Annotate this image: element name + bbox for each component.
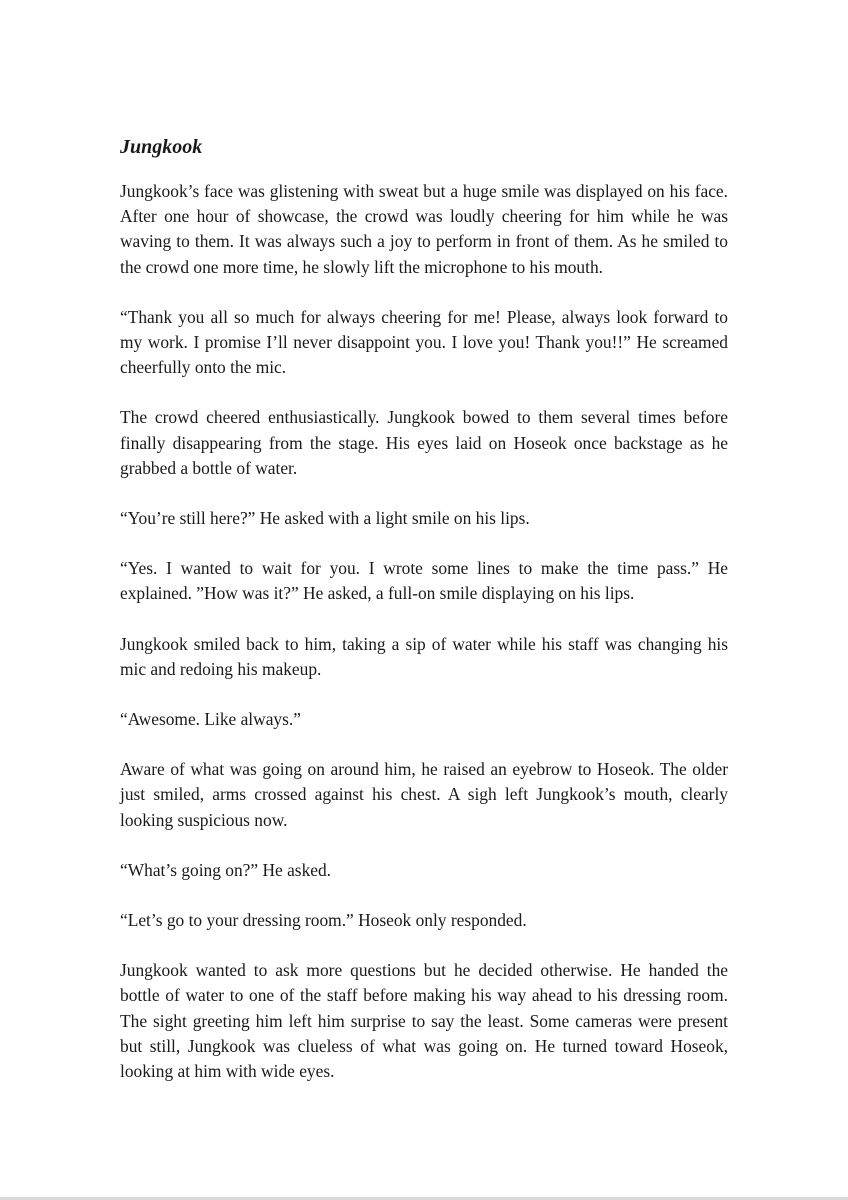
paragraph-7: “Awesome. Like always.” (120, 709, 301, 730)
paragraph-4: “You’re still here?” He asked with a light smile on his lips. (120, 508, 530, 529)
paragraph-9: “What’s going on?” He asked. (120, 859, 332, 880)
paragraph-1: Jungkook’s face was glistening with sweat but a huge smile was displayed on his face. After one hour of showcase, the crowd was loudly cheering for him while he was waving to them. It was always such a joy to perform in front of them. As he smiled to the crowd one more time, he slowly lift the microphone to his mouth. (120, 181, 728, 277)
chapter-title: Jungkook (120, 136, 203, 158)
paragraph-5: “Yes. I wanted to wait for you. I wrote some lines to make the time pass.” He explained. ”How was it?” He asked, a full-on smile displaying on his lips. (120, 558, 728, 604)
paragraph-10: “Let’s go to your dressing room.” Hoseok only responded. (120, 910, 527, 931)
paragraph-2: “Thank you all so much for always cheering for me! Please, always look forward to my work. I promise I’ll never disappoint you. I love you! Thank you!!” He screamed cheerfully onto the mic. (120, 306, 728, 378)
paragraph-8: Aware of what was going on around him, he raised an eyebrow to Hoseok. The older just smiled, arms crossed against his chest. A sigh left Jungkook’s mouth, clearly looking suspicious now. (120, 759, 728, 830)
paragraph-6: Jungkook smiled back to him, taking a sip of water while his staff was changing his mic and redoing his makeup. (120, 633, 728, 679)
paragraph-3: The crowd cheered enthusiastically. Jungkook bowed to them several times before finally disappearing from the stage. His eyes laid on Hoseok once backstage as he grabbed a bottle of water. (120, 407, 728, 478)
document-page (120, 132, 728, 1109)
paragraph-11: Jungkook wanted to ask more questions but he decided otherwise. He handed the bottle of water to one of the staff before making his way ahead to his dressing room. The sight greeting him left him surprise to say the least. Some cameras were present but still, Jungkook was clueless of what was going on. He turned toward Hoseok, looking at him with wide eyes. (120, 960, 728, 1082)
